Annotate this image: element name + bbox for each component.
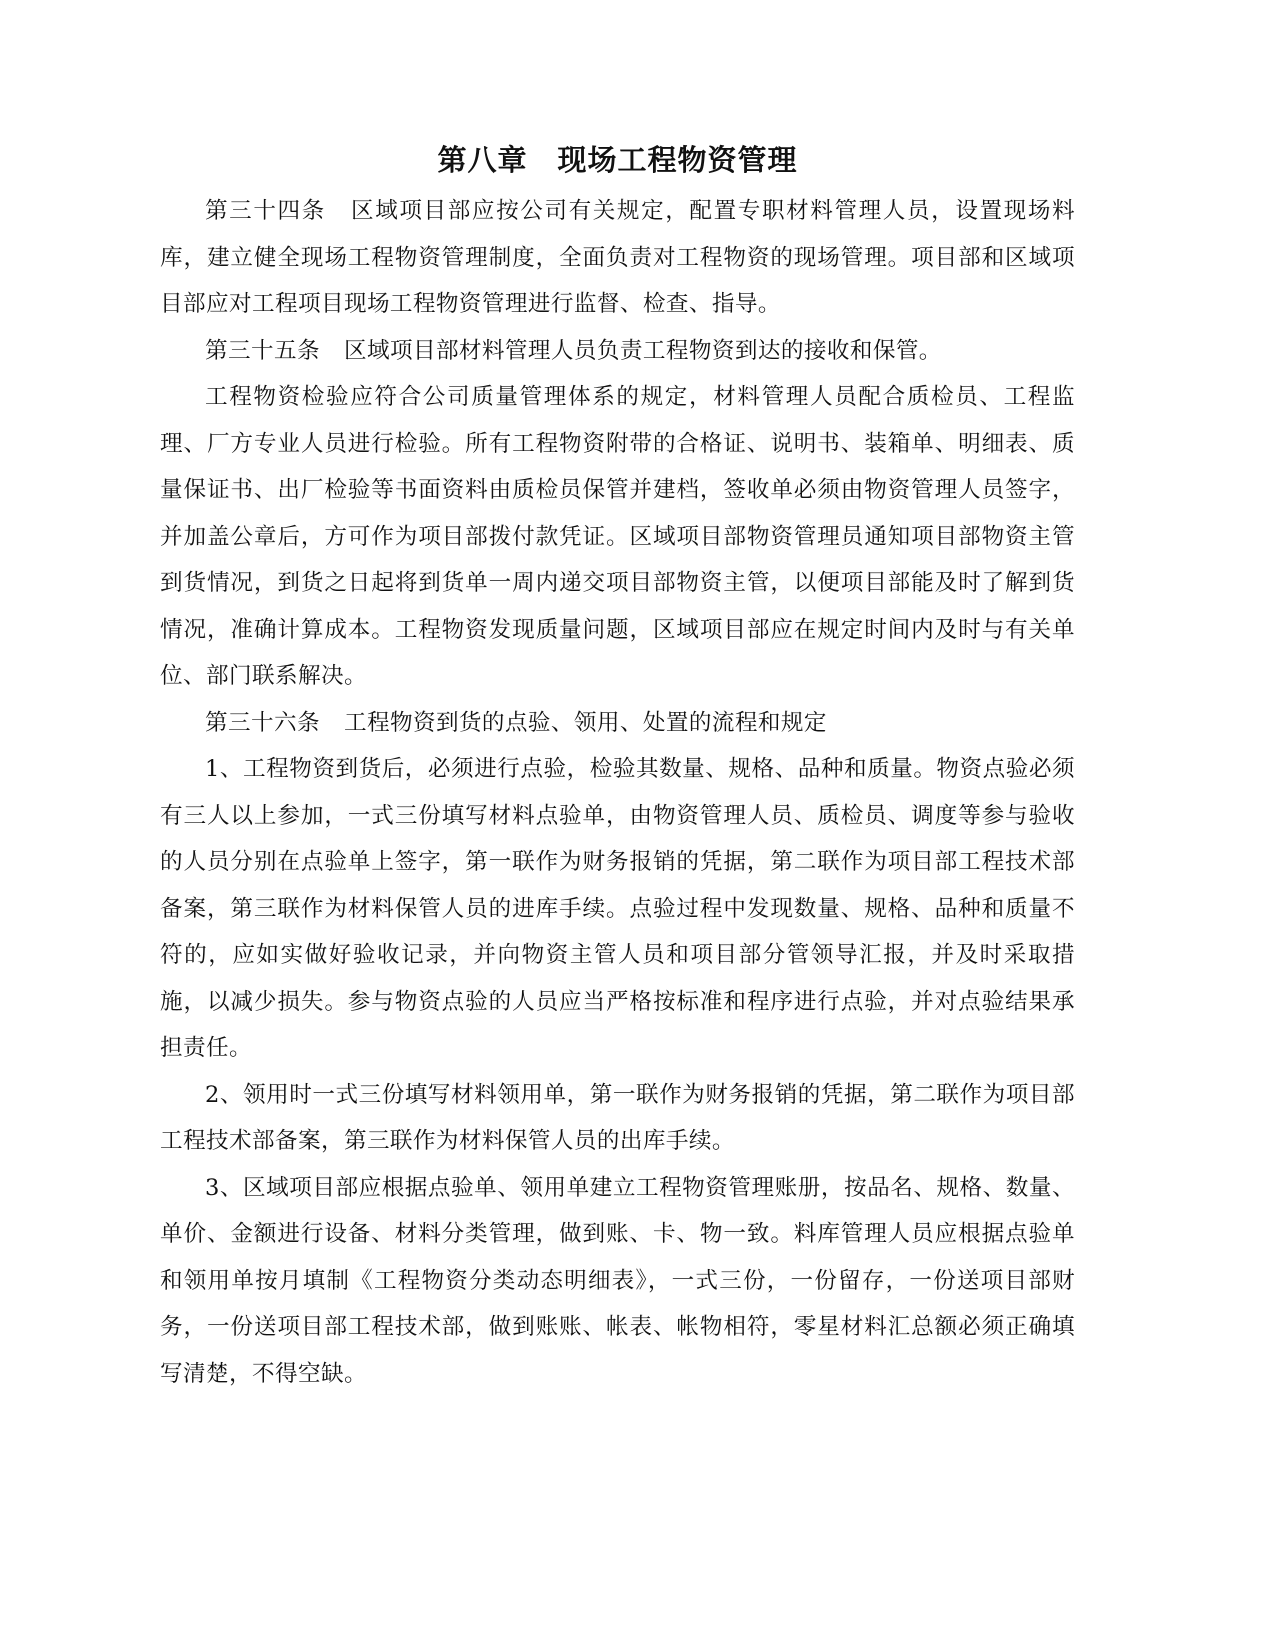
clause-1-text: 1、工程物资到货后，必须进行点验，检验其数量、规格、品种和质量。物资点验必须有三人以上参加，一式三份填写材料点验单，由物资管理人员、质检员、调度等参与验收的人员分别在点验单上签字，第一联作为财务报销的凭据，第二联作为项目部工程技术部备案，第三联作为材料保管人员的进库手续。点验过程中发现数量、规格、品种和质量不符的，应如实做好验收记录，并向物资主管人员和项目部分管领导汇报，并及时采取措施，以减少损失。参与物资点验的人员应当严格按标准和程序进行点验，并对点验结果承担责任。 [160, 756, 1075, 1061]
clause-3-paragraph [160, 1165, 1075, 1398]
article-34-paragraph [160, 188, 1075, 328]
article-34-text: 区域项目部应按公司有关规定，配置专职材料管理人员，设置现场料库，建立健全现场工程物资管理制度，全面负责对工程物资的现场管理。项目部和区域项目部应对工程项目现场工程物资管理进行监督、检查、指导。 [160, 198, 1076, 317]
chapter-title: 现场工程物资管理 [557, 143, 798, 177]
chapter-label: 第八章 [437, 143, 528, 177]
article-36-text: 工程物资到货的点验、领用、处置的流程和规定 [343, 709, 827, 736]
clause-1-paragraph [160, 746, 1075, 1072]
article-35-paragraph [160, 328, 1075, 375]
article-36-paragraph [160, 700, 1075, 747]
article-35-number: 第三十五条 [205, 337, 320, 364]
clause-2-text: 2、领用时一式三份填写材料领用单，第一联作为财务报销的凭据，第二联作为项目部工程技术部备案，第三联作为材料保管人员的出库手续。 [160, 1081, 1075, 1154]
article-34-number: 第三十四条 [205, 198, 326, 224]
clause-3-text: 3、区域项目部应根据点验单、领用单建立工程物资管理账册，按品名、规格、数量、单价、金额进行设备、材料分类管理，做到账、卡、物一致。料库管理人员应根据点验单和领用单按月填制《工程物资分类动态明细表》，一式三份，一份留存，一份送项目部财务，一份送项目部工程技术部，做到账账、帐表、帐物相符，零星材料汇总额必须正确填写清楚，不得空缺。 [160, 1174, 1075, 1387]
document-page [160, 138, 1075, 1397]
clause-2-paragraph [160, 1072, 1075, 1165]
inspection-text: 工程物资检验应符合公司质量管理体系的规定，材料管理人员配合质检员、工程监理、厂方专业人员进行检验。所有工程物资附带的合格证、说明书、装箱单、明细表、质量保证书、出厂检验等书面资料由质检员保管并建档，签收单必须由物资管理人员签字，并加盖公章后，方可作为项目部拨付款凭证。区域项目部物资管理员通知项目部物资主管到货情况，到货之日起将到货单一周内递交项目部物资主管，以便项目部能及时了解到货情况，准确计算成本。工程物资发现质量问题，区域项目部应在规定时间内及时与有关单位、部门联系解决。 [160, 384, 1075, 689]
chapter-heading [160, 138, 1075, 182]
article-35-text: 区域项目部材料管理人员负责工程物资到达的接收和保管。 [343, 337, 942, 364]
article-36-number: 第三十六条 [205, 709, 320, 736]
inspection-paragraph [160, 374, 1075, 700]
